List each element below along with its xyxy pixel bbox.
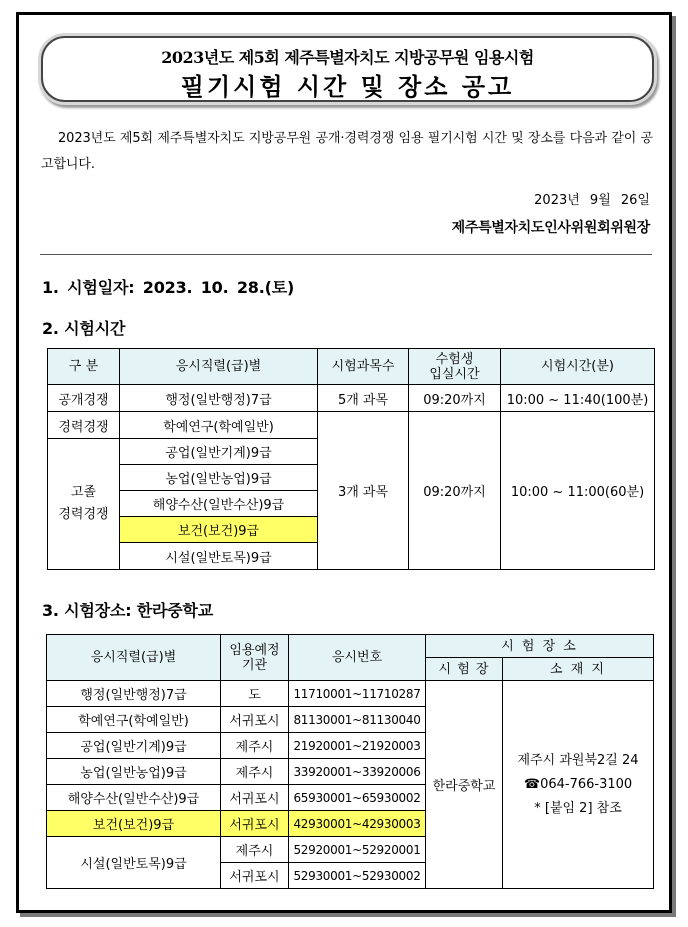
venue-table (46, 634, 654, 889)
category-highschool: 고졸 경력경쟁 (48, 439, 120, 570)
org-cell: 제주시 (221, 733, 289, 759)
series-cell: 학예연구(학예일반) (47, 707, 221, 733)
subjects-cell: 5개 과목 (318, 385, 409, 412)
schedule-table (47, 348, 655, 570)
org-cell: 서귀포시 (221, 863, 289, 889)
title-box (41, 36, 654, 102)
col-address: 소 재 지 (503, 658, 654, 681)
org-cell: 도 (221, 681, 289, 707)
exam-time-cell: 10:00 ~ 11:00(60분) (501, 412, 655, 570)
col-exam-number: 응시번호 (289, 635, 426, 681)
series-cell: 공업(일반기계)9급 (120, 439, 318, 465)
col-series: 응시직렬(급)별 (47, 635, 221, 681)
exam-number-cell: 52930001~52930002 (289, 863, 426, 889)
exam-number-cell: 21920001~21920003 (289, 733, 426, 759)
series-cell: 행정(일반행정)7급 (120, 385, 318, 412)
series-cell-highlighted: 보건(보건)9급 (120, 517, 318, 543)
org-cell: 서귀포시 (221, 785, 289, 811)
org-cell: 제주시 (221, 759, 289, 785)
col-org: 임용예정 기관 (221, 635, 289, 681)
org-cell: 제주시 (221, 837, 289, 863)
exam-number-cell: 81130001~81130040 (289, 707, 426, 733)
category-open: 공개경쟁 (48, 385, 120, 412)
subjects-cell: 3개 과목 (318, 412, 409, 570)
col-exam-time: 시험시간(분) (501, 349, 655, 385)
issuer: 제주특별자치도인사위원회위원장 (451, 220, 650, 236)
venue-cell: 한라중학교 (426, 681, 503, 889)
exam-number-cell: 52920001~52920001 (289, 837, 426, 863)
intro-paragraph: 2023년도 제5회 제주특별자치도 지방공무원 공개·경력경쟁 임용 필기시험 시간 및 장소를 다음과 같이 공고합니다. (41, 131, 653, 172)
series-cell: 행정(일반행정)7급 (47, 681, 221, 707)
series-cell: 시설(일반토목)9급 (47, 837, 221, 889)
col-exam-place: 시 험 장 소 (426, 635, 654, 658)
col-series: 응시직렬(급)별 (120, 349, 318, 385)
col-venue: 시 험 장 (426, 658, 503, 681)
series-cell: 시설(일반토목)9급 (120, 543, 318, 570)
org-cell: 서귀포시 (221, 707, 289, 733)
col-subjects: 시험과목수 (318, 349, 409, 385)
section-exam-time: 2. 시험시간 (42, 319, 126, 338)
series-cell: 공업(일반기계)9급 (47, 733, 221, 759)
exam-number-cell: 33920001~33920006 (289, 759, 426, 785)
section-exam-place: 3. 시험장소: 한라중학교 (42, 601, 214, 620)
announcement-date: 2023년 9월 26일 (534, 193, 650, 208)
category-career: 경력경쟁 (48, 412, 120, 439)
section-exam-date: 1. 시험일자: 2023. 10. 28.(토) (42, 278, 295, 297)
col-category: 구 분 (48, 349, 120, 385)
divider (40, 254, 652, 255)
col-entry-time: 수험생 입실시간 (409, 349, 501, 385)
exam-number-cell: 65930001~65930002 (289, 785, 426, 811)
entry-time-cell: 09:20까지 (409, 385, 501, 412)
org-cell-highlighted: 서귀포시 (221, 811, 289, 837)
series-cell: 해양수산(일반수산)9급 (47, 785, 221, 811)
exam-time-cell: 10:00 ~ 11:40(100분) (501, 385, 655, 412)
series-cell-highlighted: 보건(보건)9급 (47, 811, 221, 837)
page-title: 필기시험 시간 및 장소 공고 (180, 73, 515, 101)
series-cell: 농업(일반농업)9급 (47, 759, 221, 785)
entry-time-cell: 09:20까지 (409, 412, 501, 570)
series-cell: 농업(일반농업)9급 (120, 465, 318, 491)
address-cell (503, 681, 654, 889)
phone: ☎064-766-3100 (523, 776, 633, 792)
address: 제주시 과원북2길 24 (517, 752, 639, 768)
series-cell: 해양수산(일반수산)9급 (120, 491, 318, 517)
note: * [붙임 2] 참조 (534, 800, 622, 816)
phone-icon: ☎ (523, 776, 541, 792)
exam-number-cell: 11710001~11710287 (289, 681, 426, 707)
title-line1: 2023년도 제5회 제주특별자치도 지방공무원 임용시험 (161, 48, 534, 67)
exam-number-cell-highlighted: 42930001~42930003 (289, 811, 426, 837)
series-cell: 학예연구(학예일반) (120, 412, 318, 439)
